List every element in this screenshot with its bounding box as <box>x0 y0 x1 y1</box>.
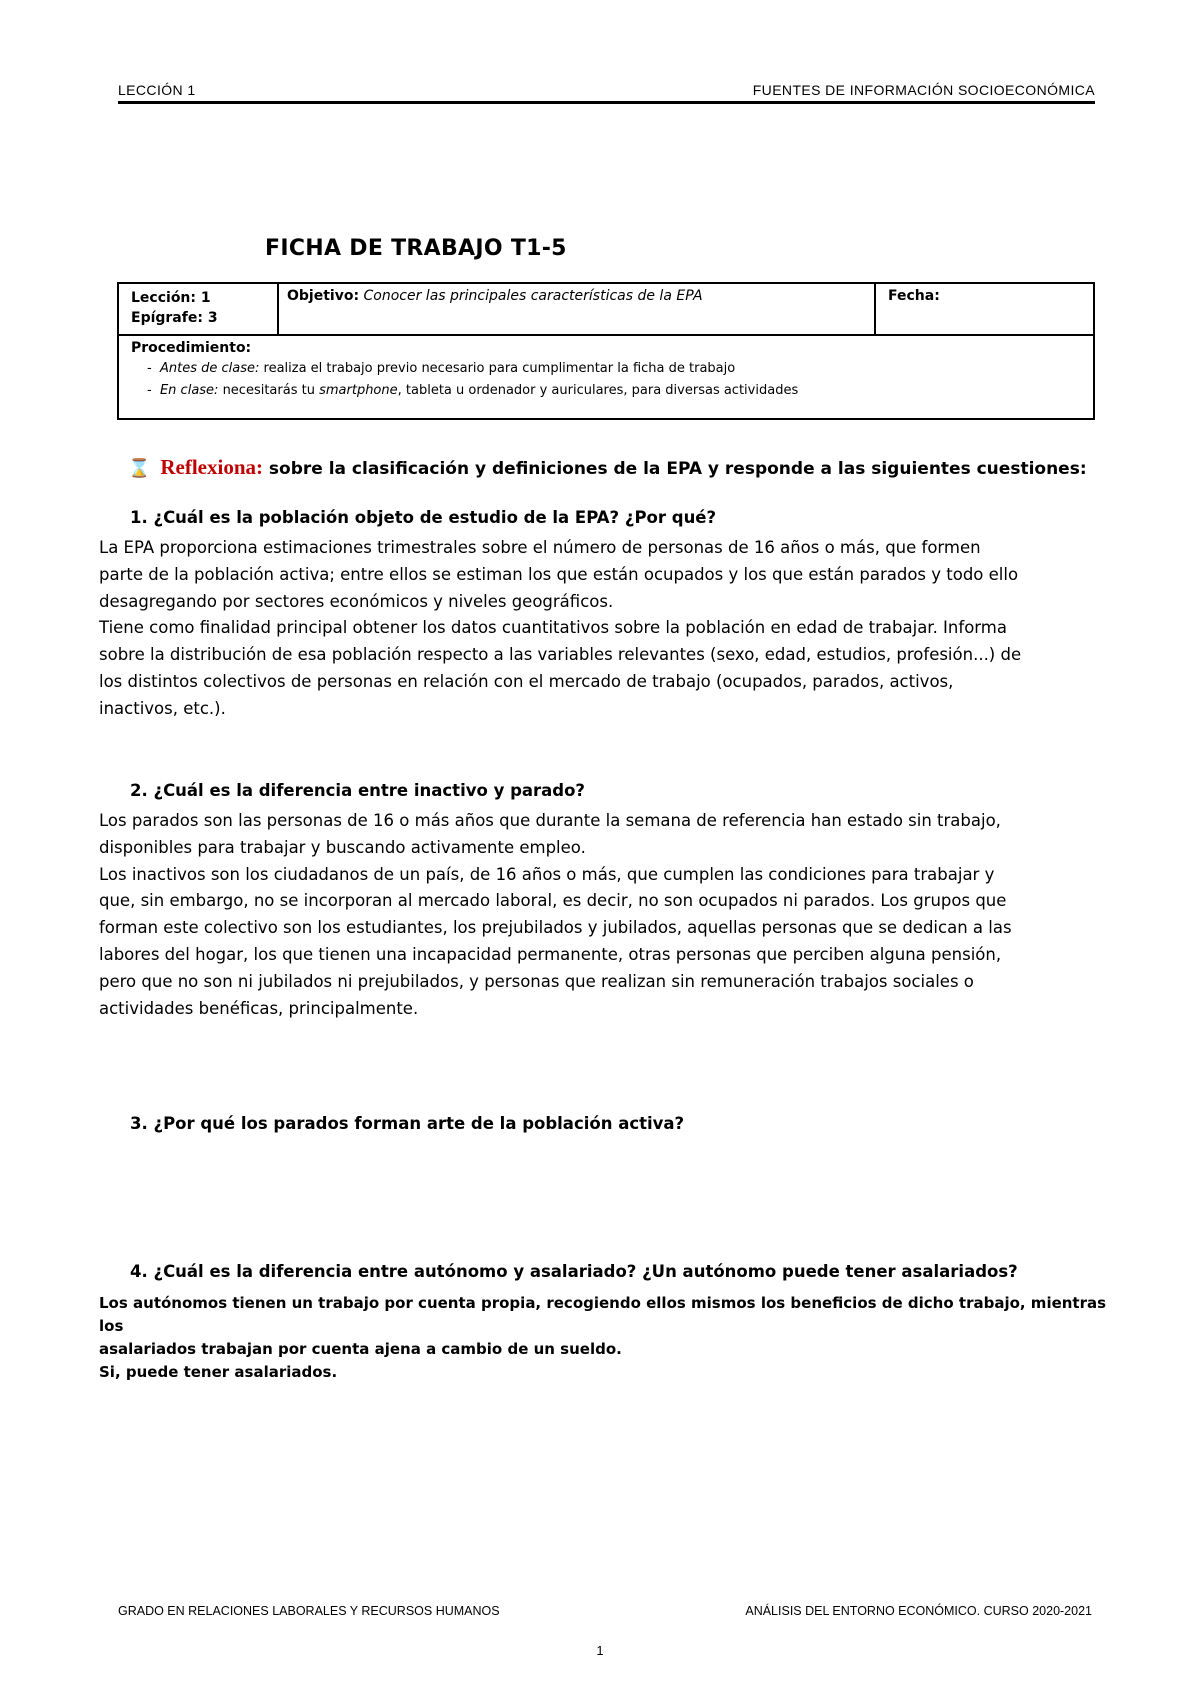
question-1: 1. ¿Cuál es la población objeto de estudio de la EPA? ¿Por qué? <box>130 508 717 527</box>
list-item <box>131 380 1081 402</box>
objetivo-label: Objetivo: <box>287 288 360 304</box>
procedimiento-label: Procedimiento: <box>131 340 252 356</box>
answer-line: que, sin embargo, no se incorporan al mercado laboral, es decir, no son ocupados ni parados. Los grupos que <box>99 891 1007 911</box>
en-clase-label: En clase: <box>159 383 219 398</box>
en-clase-text-1: necesitarás tu <box>218 383 320 398</box>
answer-line: labores del hogar, los que tienen una incapacidad permanente, otras personas que perciben alguna pensión, <box>99 944 1002 964</box>
page-number: 1 <box>596 1643 604 1658</box>
question-2: 2. ¿Cuál es la diferencia entre inactivo y parado? <box>130 781 585 800</box>
objetivo-text: Conocer las principales características de la EPA <box>363 288 703 304</box>
answer-line: Los inactivos son los ciudadanos de un país, de 16 años o más, que cumplen las condiciones para trabajar y <box>99 864 995 884</box>
answer-line: inactivos, etc.). <box>99 698 226 718</box>
ficha-table <box>117 282 1095 420</box>
footer-degree: GRADO EN RELACIONES LABORALES Y RECURSOS HUMANOS <box>118 1604 500 1618</box>
header-rule <box>118 101 1095 104</box>
smartphone-word: smartphone <box>319 383 398 398</box>
answer-line: Los autónomos tienen un trabajo por cuenta propia, recogiendo ellos mismos los beneficios de dicho trabajo, mientras los <box>99 1294 1107 1335</box>
answer-line: disponibles para trabajar y buscando activamente empleo. <box>99 837 586 857</box>
en-clase-text-2: , tableta u ordenador y auriculares, para diversas actividades <box>397 383 799 398</box>
question-3: 3. ¿Por qué los parados forman arte de la población activa? <box>130 1114 685 1133</box>
hourglass-icon: ⌛ <box>128 458 151 479</box>
answer-line: parte de la población activa; entre ellos se estiman los que están ocupados y los que están parados y todo ello <box>99 564 1019 584</box>
reflexiona-text: sobre la clasificación y definiciones de la EPA y responde a las siguientes cuestiones: <box>263 459 1087 479</box>
procedimiento-cell <box>119 334 1093 418</box>
answer-line: los distintos colectivos de personas en relación con el mercado de trabajo (ocupados, parados, activos, <box>99 671 954 691</box>
answer-line: desagregando por sectores económicos y niveles geográficos. <box>99 591 614 611</box>
footer-course: ANÁLISIS DEL ENTORNO ECONÓMICO. CURSO 2020-2021 <box>745 1604 1092 1618</box>
answer-4 <box>99 1292 1109 1384</box>
fecha-cell <box>876 284 1093 334</box>
answer-line: asalariados trabajan por cuenta ajena a cambio de un sueldo. <box>99 1340 622 1358</box>
fecha-label: Fecha: <box>888 288 940 304</box>
reflexiona-word: Reflexiona: <box>160 455 263 479</box>
answer-line: La EPA proporciona estimaciones trimestrales sobre el número de personas de 16 años o más, que formen <box>99 538 981 557</box>
dash: - <box>147 383 152 398</box>
procedimiento-list <box>131 358 1081 402</box>
answer-line: Si, puede tener asalariados. <box>99 1363 338 1381</box>
answer-line: Los parados son las personas de 16 o más años que durante la semana de referencia han estado sin trabajo, <box>99 811 1001 830</box>
answer-line: forman este colectivo son los estudiantes, los prejubilados y jubilados, aquellas personas que se dedican a las <box>99 918 1012 938</box>
page-header <box>118 82 1095 102</box>
leccion-cell <box>119 284 279 334</box>
answer-line: sobre la distribución de esa población respecto a las variables relevantes (sexo, edad, estudios, profesión...) de <box>99 645 1022 665</box>
reflexiona-line <box>128 455 1087 480</box>
dash: - <box>147 361 152 376</box>
list-item <box>131 358 1081 380</box>
antes-label: Antes de clase: <box>159 361 260 376</box>
answer-2 <box>99 808 1109 1022</box>
leccion-label: Lección: 1 <box>131 290 211 306</box>
epigrafe-label: Epígrafe: 3 <box>131 310 218 326</box>
antes-text: realiza el trabajo previo necesario para cumplimentar la ficha de trabajo <box>259 361 736 376</box>
answer-line: pero que no son ni jubilados ni prejubilados, y personas que realizan sin remuneración trabajos sociales o <box>99 971 974 991</box>
answer-line: Tiene como finalidad principal obtener los datos cuantitativos sobre la población en edad de trabajar. Informa <box>99 618 1007 638</box>
objetivo-cell <box>279 284 876 334</box>
answer-line: actividades benéficas, principalmente. <box>99 998 419 1018</box>
question-4: 4. ¿Cuál es la diferencia entre autónomo y asalariado? ¿Un autónomo puede tener asalariados? <box>130 1262 1018 1281</box>
header-lesson: LECCIÓN 1 <box>118 82 196 98</box>
page-title: FICHA DE TRABAJO T1-5 <box>265 236 567 261</box>
answer-1 <box>99 535 1109 723</box>
header-subject: FUENTES DE INFORMACIÓN SOCIOECONÓMICA <box>752 82 1095 98</box>
